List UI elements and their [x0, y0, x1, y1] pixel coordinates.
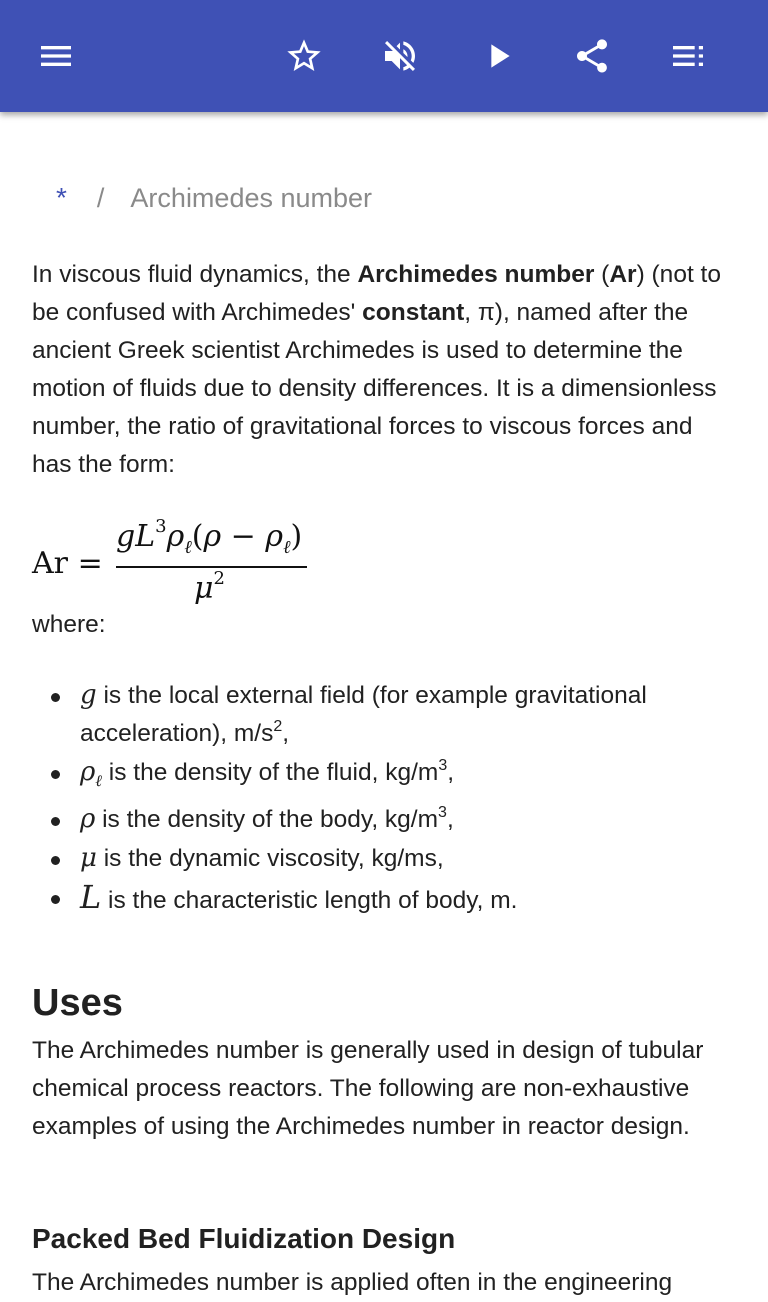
- playlist-button[interactable]: [664, 32, 712, 80]
- definitions-list: [0, 676, 740, 920]
- uses-paragraph: The Archimedes number is generally used in design of tubular chemical process reactors. The following are non-exhaustive examples of using the Archimedes number in reactor design.: [32, 1037, 704, 1140]
- favorite-button[interactable]: [280, 32, 328, 80]
- breadcrumb-current: Archimedes number: [130, 183, 373, 213]
- formula-denominator: $\mu^2$: [194, 568, 225, 606]
- breadcrumb-separator: /: [96, 183, 105, 213]
- packed-bed-paragraph: The Archimedes number is applied often in the engineering: [32, 1269, 673, 1296]
- list-item: g is the local external field (for example gravitational acceleration), $m/s^2$,: [80, 676, 740, 753]
- list-item: μ is the dynamic viscosity, kg/ms,: [80, 839, 740, 878]
- list-item: ρ is the density of the body, $kg/m^3$,: [80, 800, 740, 839]
- term-archimedes-number: Archimedes number: [357, 261, 595, 288]
- archimedes-formula: [32, 516, 332, 606]
- where-label: where:: [32, 611, 106, 638]
- menu-icon: [36, 36, 76, 76]
- menu-button[interactable]: [32, 32, 80, 80]
- play-icon: [478, 36, 518, 76]
- list-item: $\rho_\ell$ is the density of the fluid, $kg/m^3$,: [80, 753, 740, 800]
- mute-button[interactable]: [376, 32, 424, 80]
- volume-off-icon: [380, 36, 420, 76]
- list-item: L is the characteristic length of body, m.: [80, 878, 740, 920]
- formula-lhs: Ar =: [32, 546, 103, 581]
- term-ar: Ar: [609, 261, 637, 288]
- play-button[interactable]: [474, 32, 522, 80]
- breadcrumb-home-link[interactable]: *: [56, 182, 67, 213]
- app-toolbar: [0, 0, 768, 112]
- intro-paragraph: In viscous fluid dynamics, the Archimedes number (Ar) (not to be confused with Archimedes' constant, π), named after the ancient Greek scientist Archimedes is used to determine the motion of fluids due to density differences. It is a dimensionless number, the ratio of gravitational forces to viscous forces and has the form:: [32, 261, 721, 478]
- star-outline-icon: [284, 36, 324, 76]
- uses-heading: Uses: [32, 982, 123, 1024]
- packed-bed-heading: Packed Bed Fluidization Design: [32, 1223, 456, 1254]
- share-icon: [572, 36, 612, 76]
- formula-numerator: $gL^3\rho_\ell(\rho - \rho_\ell)$: [116, 516, 303, 558]
- share-button[interactable]: [568, 32, 616, 80]
- article-content: [0, 112, 768, 1296]
- term-constant: constant: [362, 299, 465, 326]
- breadcrumb: [56, 180, 372, 216]
- playlist-icon: [668, 36, 708, 76]
